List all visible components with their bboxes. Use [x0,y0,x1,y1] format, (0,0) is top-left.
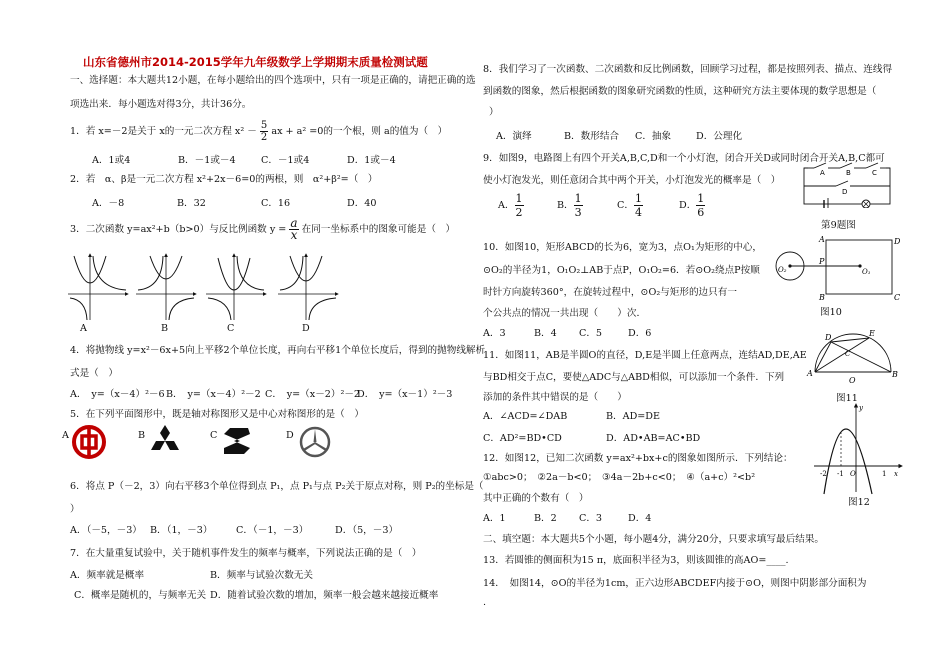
q1-opt-d: D．1或－4 [347,155,396,166]
fig11-point-d: D [825,333,832,342]
q7-opt-a: A．频率就是概率 [70,570,145,581]
fig11-point-b: B [892,370,898,379]
fig10-point-c: C [894,293,901,302]
q2-opt-b: B．32 [177,198,206,209]
fig9-switch-b: B [846,169,851,177]
q8-opt-c: C．抽象 [635,131,672,142]
q10-opt-c: C．5 [579,328,603,339]
mitsubishi-logo-icon [148,424,182,458]
fig11-point-o: O [849,376,856,385]
mercedes-logo-icon [298,425,332,459]
q4-opt-c: C． y=（x－2）²－2 [265,389,361,400]
q3-label-b: B [161,323,169,334]
q11-opt-a: A．∠ACD=∠DAB [483,411,568,422]
q3-stem: 3．二次函数 y=ax²+b（b>0）与反比例函数 y = $\frac{a}{x}$ 在同一坐标系中的图象可能是（ ） [70,216,456,242]
q9-opt-b: B． $\frac{1}{3}$ [557,192,582,219]
q8-opt-b: B．数形结合 [564,131,620,142]
q1-opt-b: B．－1或－4 [178,155,236,166]
fig12-tick-1: 1 [882,470,887,478]
q12-opt-d: D．4 [628,513,652,524]
fig10-diagram [770,232,905,302]
fig11-point-c: C [845,350,851,358]
q11-line1: 11．如图11，AB是半圆O的直径，D,E是半圆上任意两点，连结AD,DE,AE [483,350,807,361]
fig10-caption: 图10 [820,307,842,318]
q3-label-d: D [302,323,310,334]
fig12-origin: O [850,470,856,478]
q1-stem: 1．若 x=－2是关于 x的一元二次方程 x² － $\frac{5}{2}$ ax + a² =0的一个根，则 a的值为（ ） [70,120,448,143]
q4-line2: 式是（ ） [70,368,118,379]
q2-opt-c: C．16 [261,198,291,209]
fig12-caption: 图12 [848,497,870,508]
q2-stem: 2．若 α、β是一元二次方程 x²+2x－6=0的两根，则 α²+β²=（ ） [70,174,378,185]
q3-graphs [66,250,396,322]
q6-opt-b: B．（1，－3） [150,525,213,536]
q9-line1: 9．如图9，电路图上有四个开关A,B,C,D和一个小灯泡，闭合开关D或同时闭合开关A,B,C都可 [483,153,885,164]
q11-opt-d: D．AD•AB=AC•BD [606,433,701,444]
q10-line3: 时针方向旋转360°，在旋转过程中，⊙O₂与矩形的边只有一 [483,287,737,298]
q6-opt-a: A．（－5，－3） [70,525,142,536]
q12-line1: 12．如图12，已知二次函数 y=ax²+bx+c的图象如图所示．下列结论： [483,453,793,464]
q12-opt-b: B．2 [534,513,557,524]
q11-line3: 添加的条件其中错误的是（ ） [483,392,627,403]
q3-label-c: C [227,323,235,334]
q10-line4: 个公共点的情况一共出现（ ）次． [483,308,647,319]
q5-label-d: D [286,430,294,441]
q5-label-b: B [138,430,146,441]
q3-graph-b [136,254,196,320]
q13-stem: 13．若圆锥的侧面积为15 π，底面积半径为3，则该圆锥的高AO=____. [483,555,789,566]
q1-opt-c: C．－1或4 [261,155,310,166]
q6-opt-c: C．（－1，－3） [236,525,309,536]
q8-opt-d: D．公理化 [696,131,743,142]
q3-label-a: A [80,323,87,334]
q4-line1: 4．将抛物线 y=x²－6x+5向上平移2个单位长度，再向右平移1个单位长度后，得到的抛物线解析 [70,345,486,356]
fig11-caption: 图11 [836,393,858,404]
fig9-circuit [800,160,896,208]
q3-graph-d [278,254,338,320]
q9-opt-c: C． $\frac{1}{4}$ [617,192,642,219]
fig9-switch-a: A [820,169,825,177]
q2-opt-a: A．－8 [92,198,125,209]
fig10-point-d: D [894,237,901,246]
q3-graph-c [206,254,266,320]
q10-line1: 10．如图10，矩形ABCD的长为6，宽为3，点O₁为矩形的中心， [483,242,762,253]
fig10-point-a: A [819,235,825,244]
q12-opt-c: C．3 [579,513,603,524]
q11-opt-b: B．AD=DE [606,411,660,422]
fig12-tick-neg2: -2 [820,470,827,478]
q14-line1: 14． 如图14，⊙O的半径为1cm，正六边形ABCDEF内接于⊙O，则图中阴影部分面积为 [483,578,867,589]
q12-opt-a: A．1 [483,513,506,524]
page-title: 山东省德州市2014-2015学年九年级数学上学期期末质量检测试题 [83,55,428,69]
q5-label-a: A [62,430,69,441]
fig9-switch-d: D [842,188,848,196]
q8-line1: 8．我们学习了一次函数、二次函数和反比例函数，回顾学习过程，都是按照列表、描点、连线得 [483,64,893,75]
fig10-point-o2: O₂ [778,266,787,274]
bank-of-china-logo-icon [72,425,106,459]
q6-opt-d: D．（5，－3） [335,525,399,536]
q6-line1: 6．将点 P（－2，3）向右平移3个单位得到点 P₁，点 P₁与点 P₂关于原点对称，则 P₂的坐标是（ [70,481,484,492]
q10-opt-d: D．6 [628,328,652,339]
section1-line2: 项选出来．每小题选对得3分，共计36分。 [70,99,252,110]
fig9-switch-c: C [872,169,877,177]
fig12-x-label: x [894,470,898,478]
fig11-diagram [805,320,900,388]
q1-fraction: $\frac{5}{2}$ [260,120,268,143]
fig12-y-label: y [859,404,863,412]
q11-line2: 与BD相交于点C，要使△ADC与△ABD相似，可以添加一个条件．下列 [483,372,785,383]
q11-opt-c: C．AD²=BD•CD [483,433,562,444]
q5-label-c: C [210,430,218,441]
q9-line2: 使小灯泡发光，则任意闭合其中两个开关，小灯泡发光的概率是（ ） [483,175,781,186]
q4-opt-b: B． y=（x－4）²－2 [166,389,261,400]
fig10-point-b: B [819,293,825,302]
q7-opt-c: C．概率是随机的，与频率无关 [74,590,207,601]
fig12-tick-neg1: -1 [837,470,844,478]
fig11-point-a: A [807,369,813,378]
q14-line2: . [483,597,487,608]
q6-line2: ） [70,504,80,515]
q4-opt-d: D． y=（x－1）²－3 [357,389,453,400]
fig10-point-p: P [819,257,825,266]
fig10-point-o1: O₁ [862,268,871,276]
q12-line3: 其中正确的个数有（ ） [483,493,589,504]
q5-stem: 5．在下列平面图形中，既是轴对称图形又是中心对称图形的是（ ） [70,409,364,420]
q8-line2: 到函数的图象，然后根据函数的图象研究函数的性质，这种研究方法主要体现的数学思想是（ [483,86,877,97]
suzuki-logo-icon [220,424,254,458]
q8-opt-a: A．演绎 [496,131,532,142]
q7-opt-d: D．随着试验次数的增加，频率一般会越来越接近概率 [210,590,439,601]
q7-opt-b: B．频率与试验次数无关 [210,570,313,581]
q9-opt-a: A． $\frac{1}{2}$ [498,192,523,219]
q10-line2: ⊙O₂的半径为1，O₁O₂⊥AB于点P，O₁O₂=6．若⊙O₂绕点P按顺 [483,265,760,276]
q3-fraction: $\frac{a}{x}$ [290,216,298,242]
q12-line2: ①abc>0； ②2a－b<0； ③4a－2b+c<0； ④（a+c）²<b² [483,472,756,483]
fig11-point-e: E [869,329,875,338]
section2-heading: 二、填空题：本大题共5个小题，每小题4分，满分20分，只要求填写最后结果。 [483,534,825,545]
q4-opt-a: A． y=（x－4）²－6 [70,389,165,400]
q9-opt-d: D． $\frac{1}{6}$ [679,192,705,219]
q3-graph-a [68,254,128,320]
fig9-caption: 第9题图 [821,220,856,231]
q8-line3: ） [489,107,499,118]
q10-opt-b: B．4 [534,328,557,339]
q7-stem: 7．在大量重复试验中，关于随机事件发生的频率与概率，下列说法正确的是（ ） [70,548,422,559]
fig12-parabola [810,400,906,496]
q10-opt-a: A．3 [483,328,506,339]
q1-opt-a: A．1或4 [92,155,131,166]
q2-opt-d: D．40 [347,198,377,209]
section1-line1: 一、选择题：本大题共12小题，在每小题给出的四个选项中，只有一项是正确的，请把正确的选 [70,75,476,86]
